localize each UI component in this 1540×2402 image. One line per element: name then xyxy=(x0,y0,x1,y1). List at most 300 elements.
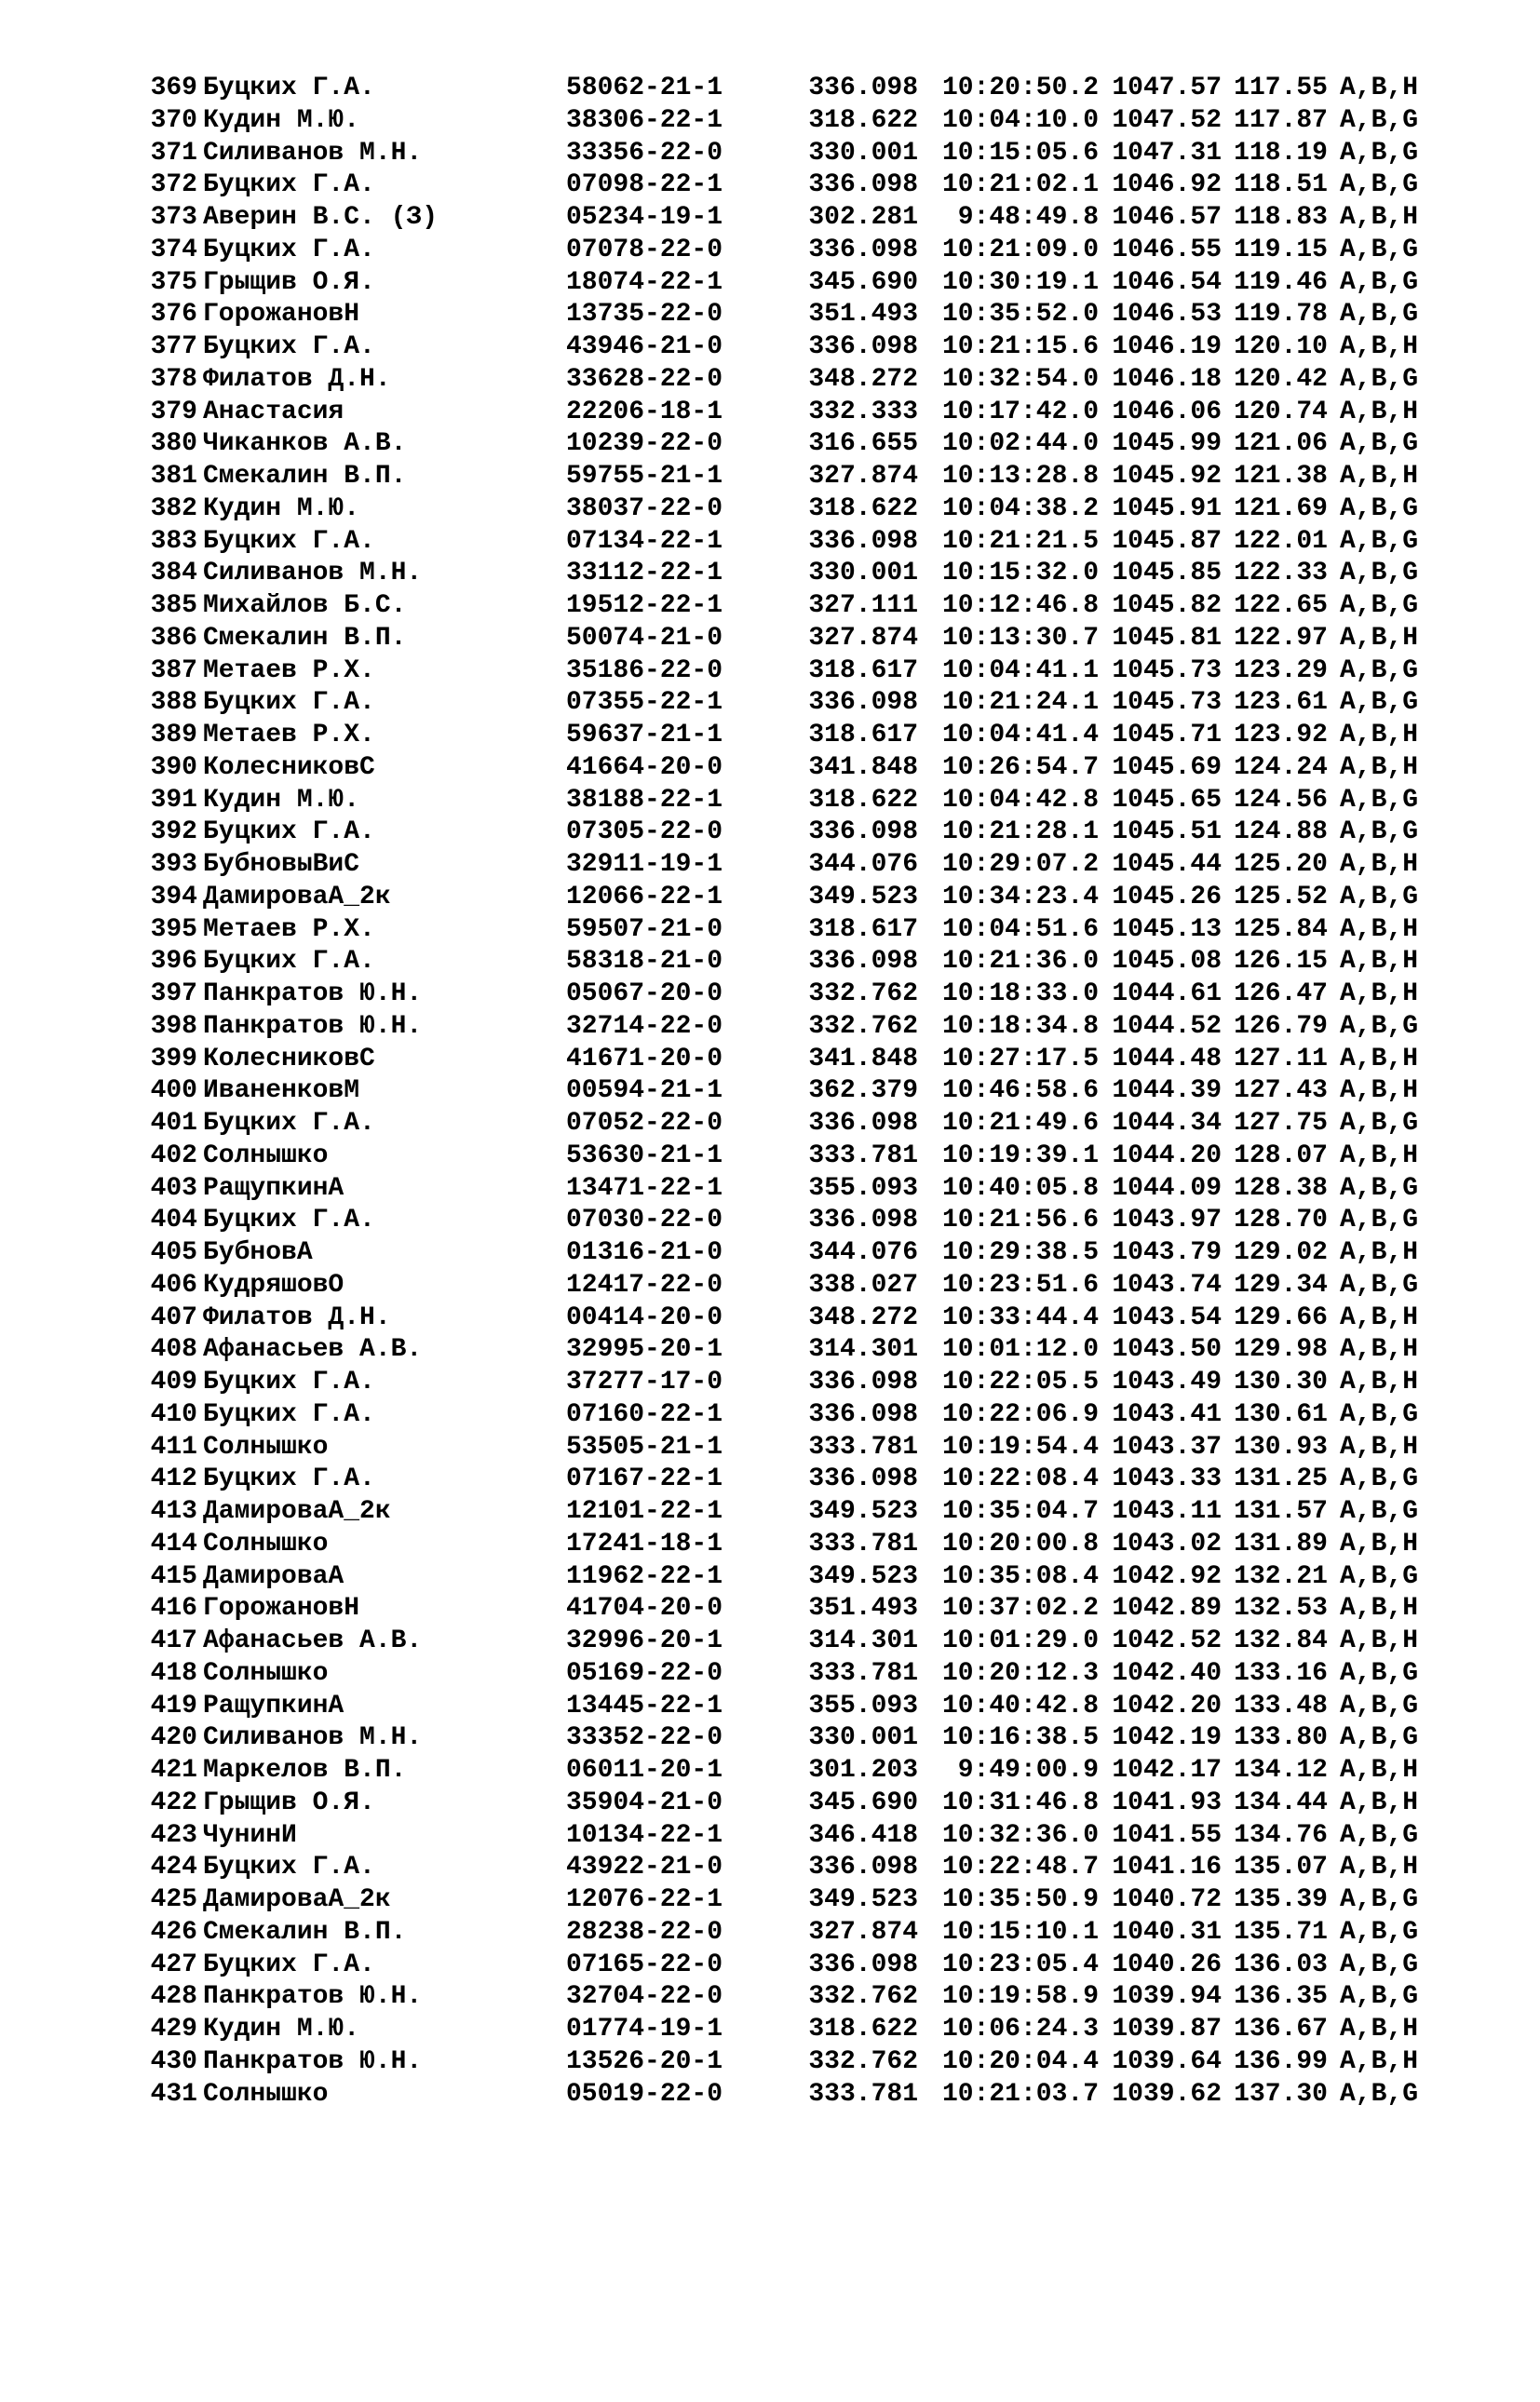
table-row xyxy=(136,1691,1477,1723)
fancier-name-cell: ДамироваА_2к xyxy=(203,1497,391,1526)
ring-number-cell: 07165-22-0 xyxy=(566,1950,723,1979)
place-cell: 391 xyxy=(150,785,197,815)
speed-cell: 1046.54 xyxy=(1112,267,1222,297)
coefficient-cell: 133.48 xyxy=(1234,1691,1328,1721)
table-row xyxy=(136,331,1477,364)
place-cell: 431 xyxy=(150,2079,197,2109)
category-flags-cell: A,B,G xyxy=(1340,1723,1419,1753)
arrival-time-cell: 10:19:54.4 xyxy=(941,1432,1099,1462)
table-row xyxy=(136,299,1477,331)
place-cell: 380 xyxy=(150,429,197,459)
speed-cell: 1042.17 xyxy=(1112,1756,1222,1785)
fancier-name-cell: Афанасьев А.В. xyxy=(203,1626,423,1655)
coefficient-cell: 121.06 xyxy=(1234,429,1328,459)
arrival-time-cell: 10:35:04.7 xyxy=(941,1497,1099,1526)
arrival-time-cell: 10:21:09.0 xyxy=(941,235,1099,264)
coefficient-cell: 120.74 xyxy=(1234,397,1328,426)
coefficient-cell: 134.44 xyxy=(1234,1788,1328,1817)
place-cell: 372 xyxy=(150,170,197,200)
speed-cell: 1042.20 xyxy=(1112,1691,1222,1721)
category-flags-cell: A,B,G xyxy=(1340,1270,1419,1300)
fancier-name-cell: ГорожановН xyxy=(203,300,360,330)
speed-cell: 1039.64 xyxy=(1112,2046,1222,2076)
arrival-time-cell: 10:22:05.5 xyxy=(941,1368,1099,1397)
fancier-name-cell: Буцких Г.А. xyxy=(203,526,375,556)
speed-cell: 1044.34 xyxy=(1112,1109,1222,1138)
ring-number-cell: 59637-21-1 xyxy=(566,721,723,749)
distance-cell: 348.272 xyxy=(808,1302,918,1332)
arrival-time-cell: 10:21:02.1 xyxy=(941,170,1099,200)
place-cell: 383 xyxy=(150,526,197,556)
place-cell: 386 xyxy=(150,623,197,653)
ring-number-cell: 00414-20-0 xyxy=(566,1302,723,1332)
fancier-name-cell: Силиванов М.Н. xyxy=(203,559,423,588)
distance-cell: 338.027 xyxy=(808,1270,918,1300)
arrival-time-cell: 10:22:08.4 xyxy=(941,1464,1099,1494)
place-cell: 404 xyxy=(150,1206,197,1235)
category-flags-cell: A,B,G xyxy=(1340,1950,1419,1979)
ring-number-cell: 17241-18-1 xyxy=(566,1529,723,1559)
coefficient-cell: 129.66 xyxy=(1234,1302,1328,1332)
coefficient-cell: 132.53 xyxy=(1234,1594,1328,1624)
place-cell: 415 xyxy=(150,1561,197,1591)
speed-cell: 1043.37 xyxy=(1112,1432,1222,1462)
coefficient-cell: 128.07 xyxy=(1234,1140,1328,1170)
speed-cell: 1046.06 xyxy=(1112,397,1222,426)
arrival-time-cell: 10:35:52.0 xyxy=(941,300,1099,330)
ring-number-cell: 41704-20-0 xyxy=(566,1594,723,1624)
ring-number-cell: 50074-21-0 xyxy=(566,623,723,653)
category-flags-cell: A,B,H xyxy=(1340,203,1419,232)
distance-cell: 318.622 xyxy=(808,105,918,135)
fancier-name-cell: Михайлов Б.С. xyxy=(203,591,407,620)
table-row xyxy=(136,2079,1477,2112)
fancier-name-cell: Грыщив О.Я. xyxy=(203,1788,375,1817)
category-flags-cell: A,B,G xyxy=(1340,591,1419,620)
speed-cell: 1045.81 xyxy=(1112,623,1222,653)
arrival-time-cell: 10:22:06.9 xyxy=(941,1399,1099,1429)
table-row xyxy=(136,687,1477,720)
table-row xyxy=(136,1237,1477,1270)
speed-cell: 1043.97 xyxy=(1112,1206,1222,1235)
ring-number-cell: 13735-22-0 xyxy=(566,300,723,330)
fancier-name-cell: Панкратов Ю.Н. xyxy=(203,979,423,1008)
ring-number-cell: 41671-20-0 xyxy=(566,1044,723,1073)
category-flags-cell: A,B,H xyxy=(1340,1788,1419,1817)
category-flags-cell: A,B,H xyxy=(1340,1302,1419,1332)
speed-cell: 1045.73 xyxy=(1112,688,1222,718)
arrival-time-cell: 10:21:56.6 xyxy=(941,1206,1099,1235)
arrival-time-cell: 10:18:33.0 xyxy=(941,979,1099,1008)
place-cell: 429 xyxy=(150,2015,197,2044)
table-row xyxy=(136,785,1477,817)
table-row xyxy=(136,1658,1477,1691)
speed-cell: 1042.52 xyxy=(1112,1626,1222,1655)
arrival-time-cell: 10:04:41.4 xyxy=(941,721,1099,749)
coefficient-cell: 122.01 xyxy=(1234,526,1328,556)
arrival-time-cell: 9:49:00.9 xyxy=(957,1756,1099,1785)
speed-cell: 1039.62 xyxy=(1112,2079,1222,2109)
distance-cell: 327.874 xyxy=(808,1917,918,1947)
distance-cell: 336.098 xyxy=(808,688,918,718)
place-cell: 430 xyxy=(150,2046,197,2076)
distance-cell: 355.093 xyxy=(808,1691,918,1721)
distance-cell: 333.781 xyxy=(808,1432,918,1462)
distance-cell: 341.848 xyxy=(808,752,918,782)
table-row xyxy=(136,202,1477,235)
ring-number-cell: 32714-22-0 xyxy=(566,1011,723,1041)
fancier-name-cell: Смекалин В.П. xyxy=(203,1917,407,1947)
speed-cell: 1041.55 xyxy=(1112,1820,1222,1850)
table-row xyxy=(136,978,1477,1011)
ring-number-cell: 35904-21-0 xyxy=(566,1788,723,1817)
arrival-time-cell: 10:20:04.4 xyxy=(941,2046,1099,2076)
fancier-name-cell: Буцких Г.А. xyxy=(203,1464,375,1494)
arrival-time-cell: 10:13:30.7 xyxy=(941,623,1099,653)
ring-number-cell: 43922-21-0 xyxy=(566,1853,723,1882)
coefficient-cell: 126.47 xyxy=(1234,979,1328,1008)
arrival-time-cell: 10:20:00.8 xyxy=(941,1529,1099,1559)
place-cell: 395 xyxy=(150,914,197,944)
ring-number-cell: 53505-21-1 xyxy=(566,1432,723,1462)
ring-number-cell: 12101-22-1 xyxy=(566,1497,723,1526)
category-flags-cell: A,B,G xyxy=(1340,1173,1419,1203)
fancier-name-cell: Панкратов Ю.Н. xyxy=(203,1982,423,2012)
ring-number-cell: 33352-22-0 xyxy=(566,1723,723,1753)
speed-cell: 1041.16 xyxy=(1112,1853,1222,1882)
ring-number-cell: 32911-19-1 xyxy=(566,850,723,879)
place-cell: 392 xyxy=(150,817,197,847)
category-flags-cell: A,B,G xyxy=(1340,1497,1419,1526)
arrival-time-cell: 10:46:58.6 xyxy=(941,1076,1099,1106)
distance-cell: 332.333 xyxy=(808,397,918,426)
table-row xyxy=(136,752,1477,785)
ring-number-cell: 33356-22-0 xyxy=(566,138,723,168)
table-row xyxy=(136,849,1477,882)
fancier-name-cell: Афанасьев А.В. xyxy=(203,1335,423,1365)
coefficient-cell: 135.07 xyxy=(1234,1853,1328,1882)
speed-cell: 1042.40 xyxy=(1112,1658,1222,1688)
speed-cell: 1043.79 xyxy=(1112,1238,1222,1267)
arrival-time-cell: 10:06:24.3 xyxy=(941,2015,1099,2044)
speed-cell: 1045.44 xyxy=(1112,850,1222,879)
place-cell: 424 xyxy=(150,1853,197,1882)
arrival-time-cell: 10:17:42.0 xyxy=(941,397,1099,426)
fancier-name-cell: Буцких Г.А. xyxy=(203,817,375,847)
coefficient-cell: 122.65 xyxy=(1234,591,1328,620)
arrival-time-cell: 10:13:28.8 xyxy=(941,462,1099,491)
distance-cell: 344.076 xyxy=(808,850,918,879)
place-cell: 381 xyxy=(150,462,197,491)
fancier-name-cell: ДамироваА_2к xyxy=(203,1885,391,1914)
distance-cell: 332.762 xyxy=(808,1982,918,2012)
place-cell: 420 xyxy=(150,1723,197,1753)
place-cell: 412 xyxy=(150,1464,197,1494)
arrival-time-cell: 10:35:08.4 xyxy=(941,1561,1099,1591)
arrival-time-cell: 10:18:34.8 xyxy=(941,1011,1099,1041)
place-cell: 418 xyxy=(150,1658,197,1688)
table-row xyxy=(136,1981,1477,2014)
speed-cell: 1040.31 xyxy=(1112,1917,1222,1947)
category-flags-cell: A,B,H xyxy=(1340,332,1419,361)
speed-cell: 1042.19 xyxy=(1112,1723,1222,1753)
coefficient-cell: 125.52 xyxy=(1234,882,1328,911)
ring-number-cell: 58062-21-1 xyxy=(566,74,723,102)
distance-cell: 332.762 xyxy=(808,979,918,1008)
place-cell: 387 xyxy=(150,655,197,685)
table-row xyxy=(136,1464,1477,1496)
place-cell: 393 xyxy=(150,850,197,879)
speed-cell: 1044.39 xyxy=(1112,1076,1222,1106)
coefficient-cell: 135.39 xyxy=(1234,1885,1328,1914)
ring-number-cell: 38188-22-1 xyxy=(566,785,723,815)
coefficient-cell: 132.21 xyxy=(1234,1561,1328,1591)
table-row xyxy=(136,1626,1477,1658)
ring-number-cell: 13471-22-1 xyxy=(566,1173,723,1203)
table-row xyxy=(136,1593,1477,1626)
ring-number-cell: 28238-22-0 xyxy=(566,1917,723,1947)
table-row xyxy=(136,1852,1477,1884)
arrival-time-cell: 10:02:44.0 xyxy=(941,429,1099,459)
distance-cell: 336.098 xyxy=(808,947,918,977)
coefficient-cell: 123.61 xyxy=(1234,688,1328,718)
fancier-name-cell: Грыщив О.Я. xyxy=(203,267,375,297)
coefficient-cell: 121.69 xyxy=(1234,493,1328,523)
speed-cell: 1043.50 xyxy=(1112,1335,1222,1365)
arrival-time-cell: 10:20:50.2 xyxy=(941,74,1099,102)
coefficient-cell: 133.16 xyxy=(1234,1658,1328,1688)
speed-cell: 1043.11 xyxy=(1112,1497,1222,1526)
ring-number-cell: 32704-22-0 xyxy=(566,1982,723,2012)
table-row xyxy=(136,1884,1477,1917)
place-cell: 379 xyxy=(150,397,197,426)
coefficient-cell: 129.02 xyxy=(1234,1238,1328,1267)
place-cell: 382 xyxy=(150,493,197,523)
coefficient-cell: 127.11 xyxy=(1234,1044,1328,1073)
place-cell: 402 xyxy=(150,1140,197,1170)
distance-cell: 336.098 xyxy=(808,74,918,102)
table-row xyxy=(136,1432,1477,1464)
place-cell: 385 xyxy=(150,591,197,620)
category-flags-cell: A,B,H xyxy=(1340,2015,1419,2044)
place-cell: 388 xyxy=(150,688,197,718)
distance-cell: 333.781 xyxy=(808,1658,918,1688)
arrival-time-cell: 10:21:21.5 xyxy=(941,526,1099,556)
ring-number-cell: 01316-21-0 xyxy=(566,1238,723,1267)
fancier-name-cell: Кудин М.Ю. xyxy=(203,105,360,135)
fancier-name-cell: ЧунинИ xyxy=(203,1820,297,1850)
table-row xyxy=(136,1334,1477,1367)
distance-cell: 336.098 xyxy=(808,526,918,556)
arrival-time-cell: 10:33:44.4 xyxy=(941,1302,1099,1332)
fancier-name-cell: Маркелов В.П. xyxy=(203,1756,407,1785)
arrival-time-cell: 10:16:38.5 xyxy=(941,1723,1099,1753)
category-flags-cell: A,B,H xyxy=(1340,1044,1419,1073)
table-row xyxy=(136,1108,1477,1140)
coefficient-cell: 119.46 xyxy=(1234,267,1328,297)
category-flags-cell: A,B,H xyxy=(1340,947,1419,977)
table-row xyxy=(136,1302,1477,1335)
coefficient-cell: 124.56 xyxy=(1234,785,1328,815)
category-flags-cell: A,B,G xyxy=(1340,493,1419,523)
table-row xyxy=(136,73,1477,105)
place-cell: 398 xyxy=(150,1011,197,1041)
speed-cell: 1046.57 xyxy=(1112,203,1222,232)
distance-cell: 336.098 xyxy=(808,817,918,847)
coefficient-cell: 117.55 xyxy=(1234,74,1328,102)
table-row xyxy=(136,235,1477,267)
category-flags-cell: A,B,G xyxy=(1340,882,1419,911)
fancier-name-cell: Буцких Г.А. xyxy=(203,1206,375,1235)
distance-cell: 318.617 xyxy=(808,914,918,944)
distance-cell: 344.076 xyxy=(808,1238,918,1267)
coefficient-cell: 127.75 xyxy=(1234,1109,1328,1138)
coefficient-cell: 133.80 xyxy=(1234,1723,1328,1753)
fancier-name-cell: Буцких Г.А. xyxy=(203,170,375,200)
coefficient-cell: 126.79 xyxy=(1234,1011,1328,1041)
category-flags-cell: A,B,G xyxy=(1340,267,1419,297)
coefficient-cell: 131.25 xyxy=(1234,1464,1328,1494)
distance-cell: 336.098 xyxy=(808,1464,918,1494)
arrival-time-cell: 10:15:32.0 xyxy=(941,559,1099,588)
table-row xyxy=(136,1270,1477,1302)
category-flags-cell: A,B,G xyxy=(1340,1399,1419,1429)
speed-cell: 1047.31 xyxy=(1112,138,1222,168)
arrival-time-cell: 10:04:10.0 xyxy=(941,105,1099,135)
place-cell: 389 xyxy=(150,721,197,749)
coefficient-cell: 130.61 xyxy=(1234,1399,1328,1429)
table-row xyxy=(136,720,1477,752)
ring-number-cell: 13445-22-1 xyxy=(566,1691,723,1721)
coefficient-cell: 125.20 xyxy=(1234,850,1328,879)
category-flags-cell: A,B,H xyxy=(1340,1140,1419,1170)
category-flags-cell: A,B,G xyxy=(1340,559,1419,588)
category-flags-cell: A,B,G xyxy=(1340,170,1419,200)
place-cell: 410 xyxy=(150,1399,197,1429)
distance-cell: 333.781 xyxy=(808,1140,918,1170)
category-flags-cell: A,B,H xyxy=(1340,752,1419,782)
category-flags-cell: A,B,H xyxy=(1340,1594,1419,1624)
ring-number-cell: 05169-22-0 xyxy=(566,1658,723,1688)
speed-cell: 1045.08 xyxy=(1112,947,1222,977)
category-flags-cell: A,B,G xyxy=(1340,138,1419,168)
table-row xyxy=(136,1561,1477,1594)
category-flags-cell: A,B,G xyxy=(1340,1561,1419,1591)
place-cell: 417 xyxy=(150,1626,197,1655)
speed-cell: 1043.33 xyxy=(1112,1464,1222,1494)
ring-number-cell: 10239-22-0 xyxy=(566,429,723,459)
fancier-name-cell: Буцких Г.А. xyxy=(203,1950,375,1979)
table-row xyxy=(136,1755,1477,1788)
distance-cell: 333.781 xyxy=(808,1529,918,1559)
place-cell: 377 xyxy=(150,332,197,361)
place-cell: 403 xyxy=(150,1173,197,1203)
ring-number-cell: 18074-22-1 xyxy=(566,267,723,297)
speed-cell: 1045.73 xyxy=(1112,655,1222,685)
fancier-name-cell: Смекалин В.П. xyxy=(203,462,407,491)
fancier-name-cell: Чиканков А.В. xyxy=(203,429,407,459)
distance-cell: 346.418 xyxy=(808,1820,918,1850)
coefficient-cell: 130.93 xyxy=(1234,1432,1328,1462)
arrival-time-cell: 10:01:29.0 xyxy=(941,1626,1099,1655)
distance-cell: 355.093 xyxy=(808,1173,918,1203)
speed-cell: 1046.92 xyxy=(1112,170,1222,200)
fancier-name-cell: ДамироваА_2к xyxy=(203,882,391,911)
distance-cell: 332.762 xyxy=(808,2046,918,2076)
ring-number-cell: 07078-22-0 xyxy=(566,235,723,264)
distance-cell: 345.690 xyxy=(808,267,918,297)
arrival-time-cell: 10:32:54.0 xyxy=(941,364,1099,394)
table-row xyxy=(136,946,1477,978)
distance-cell: 348.272 xyxy=(808,364,918,394)
table-row xyxy=(136,1496,1477,1529)
fancier-name-cell: Аверин В.С. (З) xyxy=(203,203,439,232)
fancier-name-cell: Метаев Р.Х. xyxy=(203,655,375,685)
ring-number-cell: 32996-20-1 xyxy=(566,1626,723,1655)
arrival-time-cell: 10:04:42.8 xyxy=(941,785,1099,815)
ring-number-cell: 07030-22-0 xyxy=(566,1206,723,1235)
fancier-name-cell: Панкратов Ю.Н. xyxy=(203,2046,423,2076)
table-row xyxy=(136,590,1477,623)
category-flags-cell: A,B,G xyxy=(1340,1691,1419,1721)
fancier-name-cell: Буцких Г.А. xyxy=(203,1368,375,1397)
arrival-time-cell: 10:15:05.6 xyxy=(941,138,1099,168)
place-cell: 427 xyxy=(150,1950,197,1979)
speed-cell: 1045.85 xyxy=(1112,559,1222,588)
category-flags-cell: A,B,G xyxy=(1340,1820,1419,1850)
distance-cell: 336.098 xyxy=(808,1399,918,1429)
distance-cell: 336.098 xyxy=(808,1109,918,1138)
coefficient-cell: 130.30 xyxy=(1234,1368,1328,1397)
distance-cell: 336.098 xyxy=(808,1950,918,1979)
fancier-name-cell: Силиванов М.Н. xyxy=(203,1723,423,1753)
arrival-time-cell: 10:04:51.6 xyxy=(941,914,1099,944)
coefficient-cell: 123.92 xyxy=(1234,721,1328,749)
speed-cell: 1039.94 xyxy=(1112,1982,1222,2012)
place-cell: 428 xyxy=(150,1982,197,2012)
place-cell: 397 xyxy=(150,979,197,1008)
fancier-name-cell: Панкратов Ю.Н. xyxy=(203,1011,423,1041)
fancier-name-cell: Солнышко xyxy=(203,1658,329,1688)
fancier-name-cell: КудряшовО xyxy=(203,1270,344,1300)
arrival-time-cell: 10:04:41.1 xyxy=(941,655,1099,685)
coefficient-cell: 119.15 xyxy=(1234,235,1328,264)
table-row xyxy=(136,558,1477,590)
distance-cell: 330.001 xyxy=(808,138,918,168)
ring-number-cell: 37277-17-0 xyxy=(566,1368,723,1397)
ring-number-cell: 33112-22-1 xyxy=(566,559,723,588)
table-row xyxy=(136,1722,1477,1755)
table-row xyxy=(136,493,1477,526)
fancier-name-cell: Кудин М.Ю. xyxy=(203,2015,360,2044)
place-cell: 407 xyxy=(150,1302,197,1332)
ring-number-cell: 07052-22-0 xyxy=(566,1109,723,1138)
arrival-time-cell: 10:21:24.1 xyxy=(941,688,1099,718)
fancier-name-cell: Филатов Д.Н. xyxy=(203,364,391,394)
arrival-time-cell: 10:04:38.2 xyxy=(941,493,1099,523)
coefficient-cell: 131.89 xyxy=(1234,1529,1328,1559)
ring-number-cell: 00594-21-1 xyxy=(566,1076,723,1106)
ring-number-cell: 10134-22-1 xyxy=(566,1820,723,1850)
ring-number-cell: 07134-22-1 xyxy=(566,526,723,556)
arrival-time-cell: 10:23:51.6 xyxy=(941,1270,1099,1300)
table-row xyxy=(136,364,1477,397)
category-flags-cell: A,B,H xyxy=(1340,623,1419,653)
speed-cell: 1044.20 xyxy=(1112,1140,1222,1170)
coefficient-cell: 126.15 xyxy=(1234,947,1328,977)
fancier-name-cell: Буцких Г.А. xyxy=(203,235,375,264)
arrival-time-cell: 10:21:28.1 xyxy=(941,817,1099,847)
